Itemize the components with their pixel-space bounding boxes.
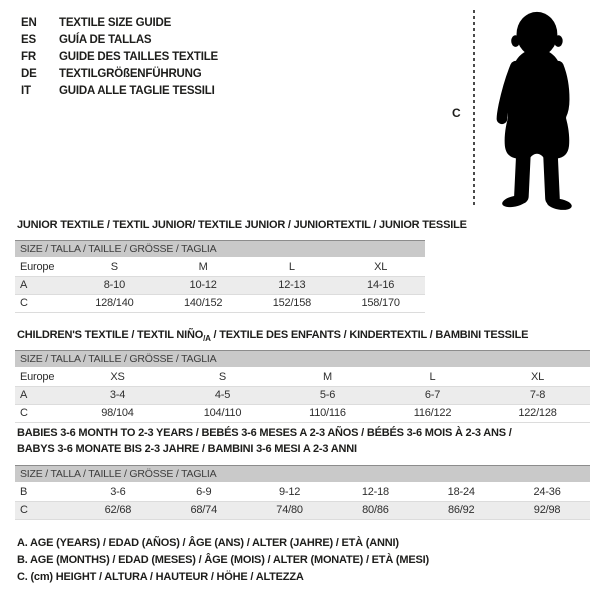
row-label: A	[15, 387, 65, 405]
language-code: ES	[21, 34, 36, 46]
cell: 80/86	[332, 502, 418, 520]
cell: 4-5	[170, 387, 275, 405]
cell: 74/80	[247, 502, 333, 520]
height-measure-dashed-line	[473, 10, 475, 208]
cell: XS	[65, 368, 170, 387]
row-label: A	[15, 277, 70, 295]
row-label: C	[15, 405, 65, 423]
language-code: FR	[21, 51, 36, 63]
table-header-size: SIZE / TALLA / TAILLE / GRÖSSE / TAGLIA	[15, 351, 590, 369]
section-title-children	[17, 327, 528, 347]
language-code: DE	[21, 68, 37, 80]
cell: 122/128	[485, 405, 590, 423]
cell: 18-24	[418, 483, 504, 502]
cell: XL	[485, 368, 590, 387]
height-measure-label: C	[452, 106, 461, 120]
cell: XL	[336, 258, 425, 277]
table-row	[15, 502, 590, 520]
table-row	[15, 405, 590, 423]
cell: 3-4	[65, 387, 170, 405]
row-label: Europe	[15, 368, 65, 387]
section-title-junior: JUNIOR TEXTILE / TEXTIL JUNIOR/ TEXTILE JUNIOR / JUNIORTEXTIL / JUNIOR TESSILE	[17, 219, 467, 231]
cell: 6-7	[380, 387, 485, 405]
cell: 92/98	[504, 502, 590, 520]
title-text: CHILDREN'S TEXTILE / TEXTIL NIÑO	[17, 329, 204, 341]
legend-line-b: B. AGE (MONTHS) / EDAD (MESES) / ÂGE (MOIS) / ALTER (MONATE) / ETÀ (MESI)	[17, 554, 429, 566]
title-subscript: /A	[203, 334, 211, 344]
cell: 110/116	[275, 405, 380, 423]
cell: L	[248, 258, 337, 277]
table-row	[15, 295, 425, 313]
cell: 152/158	[248, 295, 337, 313]
cell: 7-8	[485, 387, 590, 405]
cell: 140/152	[159, 295, 248, 313]
language-title: GUIDA ALLE TAGLIE TESSILI	[59, 85, 215, 97]
section-title-babies	[17, 425, 512, 457]
language-code: EN	[21, 17, 37, 29]
row-label: Europe	[15, 258, 70, 277]
cell: 6-9	[161, 483, 247, 502]
cell: 98/104	[65, 405, 170, 423]
cell: 12-18	[332, 483, 418, 502]
title-text: / TEXTILE DES ENFANTS / KINDERTEXTIL / BAMBINI TESSILE	[210, 329, 529, 341]
language-code: IT	[21, 85, 31, 97]
legend-line-a: A. AGE (YEARS) / EDAD (AÑOS) / ÂGE (ANS) / ALTER (JAHRE) / ETÀ (ANNI)	[17, 537, 399, 549]
children-size-table	[15, 350, 590, 423]
junior-size-table	[15, 240, 425, 313]
table-row	[15, 277, 425, 295]
legend-line-c: C. (cm) HEIGHT / ALTURA / HAUTEUR / HÖHE / ALTEZZA	[17, 571, 304, 583]
cell: 86/92	[418, 502, 504, 520]
cell: 9-12	[247, 483, 333, 502]
language-row	[21, 49, 218, 66]
row-label: C	[15, 502, 75, 520]
cell: 128/140	[70, 295, 159, 313]
toddler-silhouette-icon	[486, 8, 584, 212]
cell: M	[159, 258, 248, 277]
babies-size-table	[15, 465, 590, 520]
cell: M	[275, 368, 380, 387]
language-title: GUÍA DE TALLAS	[59, 34, 152, 46]
cell: S	[170, 368, 275, 387]
measure-legend	[17, 535, 429, 586]
cell: 68/74	[161, 502, 247, 520]
language-row	[21, 66, 218, 83]
cell: 116/122	[380, 405, 485, 423]
table-row	[15, 258, 425, 277]
cell: 62/68	[75, 502, 161, 520]
table-row	[15, 483, 590, 502]
table-header-size: SIZE / TALLA / TAILLE / GRÖSSE / TAGLIA	[15, 241, 425, 259]
cell: 12-13	[248, 277, 337, 295]
row-label: C	[15, 295, 70, 313]
language-row	[21, 83, 218, 100]
language-header	[21, 15, 218, 100]
cell: 10-12	[159, 277, 248, 295]
cell: S	[70, 258, 159, 277]
cell: 14-16	[336, 277, 425, 295]
title-line: BABYS 3-6 MONATE BIS 2-3 JAHRE / BAMBINI 3-6 MESI A 2-3 ANNI	[17, 443, 357, 455]
cell: 8-10	[70, 277, 159, 295]
row-label: B	[15, 483, 75, 502]
cell: 158/170	[336, 295, 425, 313]
language-row	[21, 15, 218, 32]
language-row	[21, 32, 218, 49]
title-line: BABIES 3-6 MONTH TO 2-3 YEARS / BEBÉS 3-6 MESES A 2-3 AÑOS / BÉBÉS 3-6 MOIS À 2-3 ANS /	[17, 427, 512, 439]
language-title: TEXTILGRÖßENFÜHRUNG	[59, 68, 202, 80]
table-header-size: SIZE / TALLA / TAILLE / GRÖSSE / TAGLIA	[15, 466, 590, 484]
cell: 5-6	[275, 387, 380, 405]
table-row	[15, 387, 590, 405]
table-row	[15, 368, 590, 387]
language-title: TEXTILE SIZE GUIDE	[59, 17, 172, 29]
cell: 24-36	[504, 483, 590, 502]
cell: 104/110	[170, 405, 275, 423]
language-title: GUIDE DES TAILLES TEXTILE	[59, 51, 218, 63]
cell: 3-6	[75, 483, 161, 502]
cell: L	[380, 368, 485, 387]
